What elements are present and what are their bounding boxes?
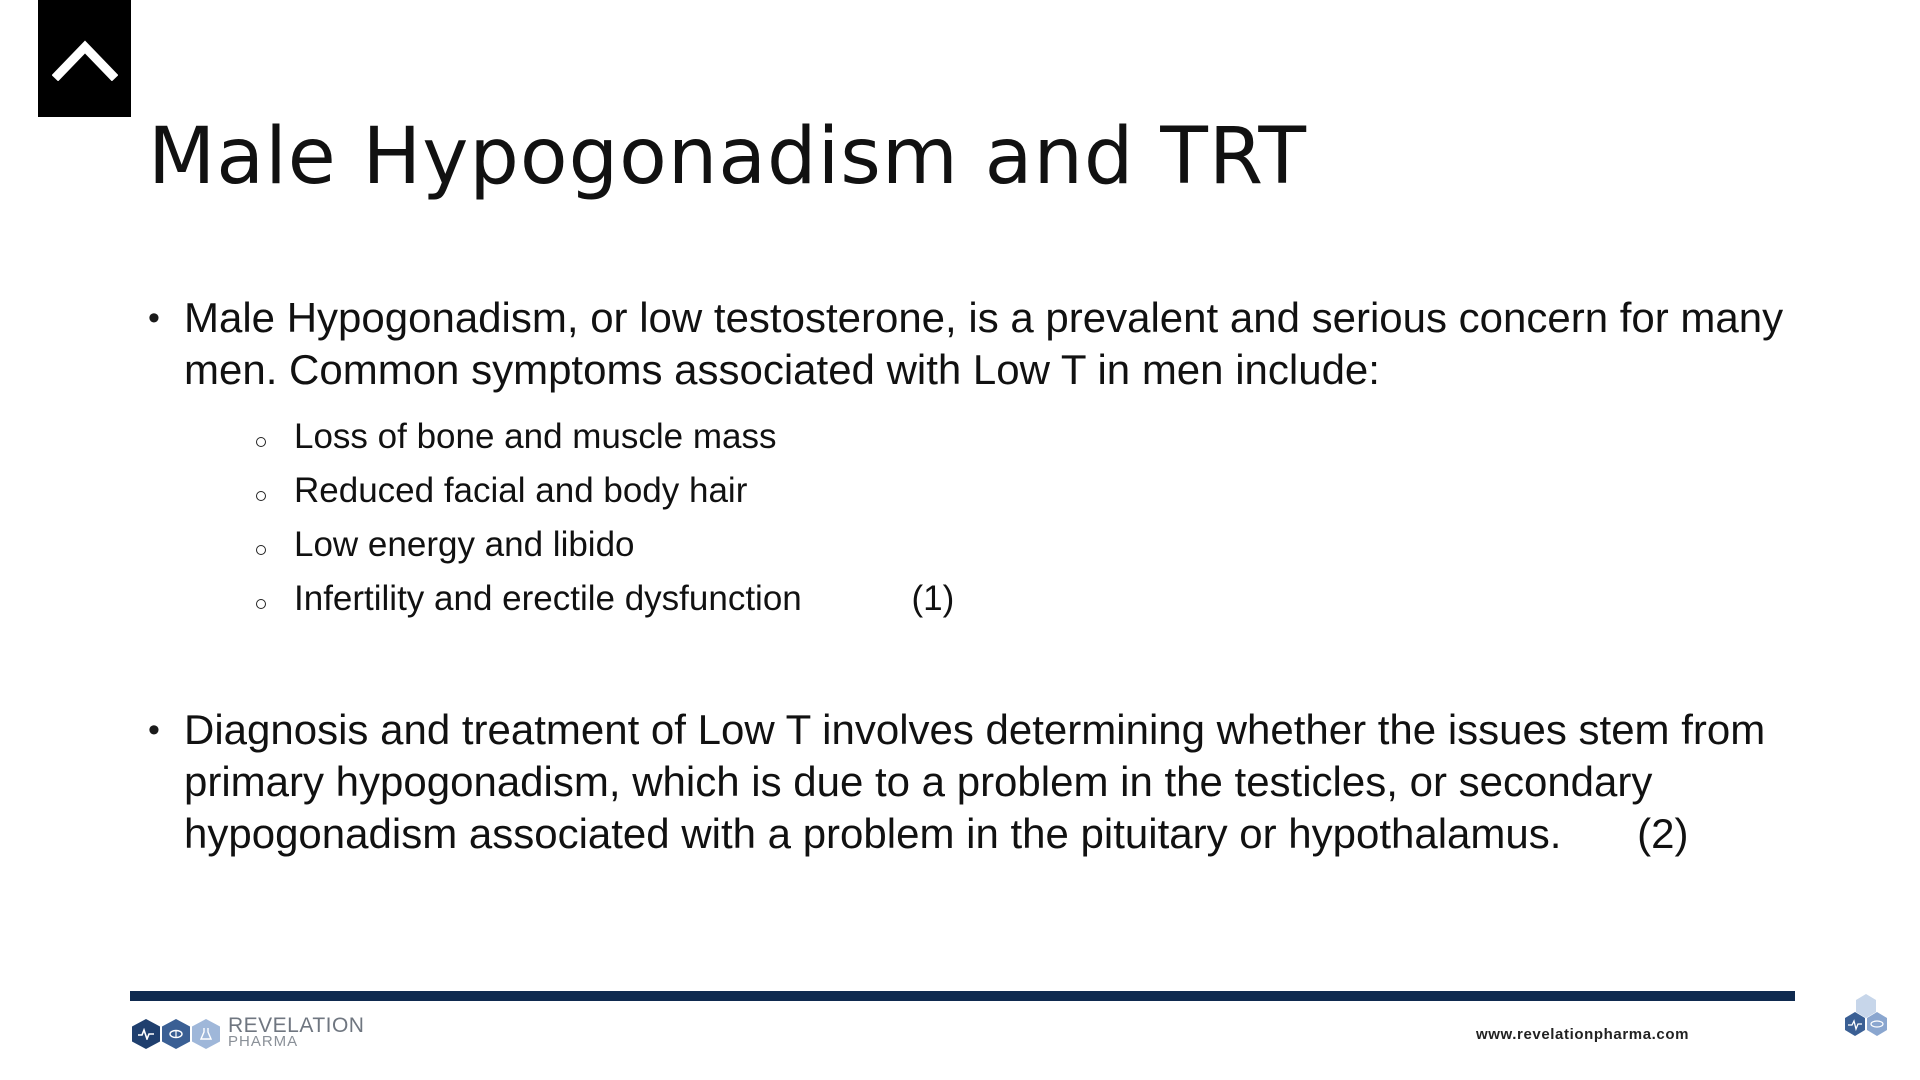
brand-cluster-icon (1840, 992, 1892, 1044)
symptom-text: Low energy and libido (294, 525, 635, 564)
bullet-dot-icon: • (148, 299, 160, 337)
symptom-item (256, 572, 1788, 626)
brand-logo (132, 1014, 365, 1050)
symptom-text: Loss of bone and muscle mass (294, 417, 777, 456)
citation-2: (2) (1637, 810, 1689, 857)
logo-line-1: REVELATION (228, 1014, 365, 1037)
logo-wordmark (228, 1014, 365, 1050)
pulse-hex-icon (132, 1019, 160, 1049)
slide-title: Male Hypogonadism and TRT (148, 112, 1308, 202)
pill-hex-icon (162, 1019, 190, 1049)
hollow-circle-icon (256, 599, 266, 609)
symptom-item (256, 518, 1788, 572)
symptom-item (256, 410, 1788, 464)
bullet-dot-icon: • (148, 711, 160, 749)
symptom-text: Reduced facial and body hair (294, 471, 748, 510)
slide-content (148, 292, 1788, 860)
website-url: www.revelationpharma.com (1476, 1026, 1690, 1043)
hollow-circle-icon (256, 491, 266, 501)
flask-hex-icon (192, 1019, 220, 1049)
bullet-text: Male Hypogonadism, or low testosterone, is a prevalent and serious concern for many men. Common symptoms associated with Low T in men include: (184, 294, 1784, 393)
bullet-item (148, 292, 1788, 626)
symptom-item (256, 464, 1788, 518)
logo-line-2: PHARMA (228, 1033, 299, 1050)
hollow-circle-icon (256, 545, 266, 555)
hollow-circle-icon (256, 437, 266, 447)
footer-divider (130, 991, 1795, 1001)
symptom-list (184, 410, 1788, 626)
symptom-text: Infertility and erectile dysfunction (294, 579, 802, 618)
bullet-text: Diagnosis and treatment of Low T involves determining whether the issues stem from primary hypogonadism, which is due to a problem in the testicles, or secondary hypogonadism associated with a problem in the pituitary or hypothalamus. (184, 706, 1766, 857)
scroll-to-top-button[interactable] (38, 0, 131, 117)
citation-1: (1) (911, 579, 955, 618)
chevron-up-icon (52, 37, 118, 81)
bullet-item (148, 704, 1788, 860)
